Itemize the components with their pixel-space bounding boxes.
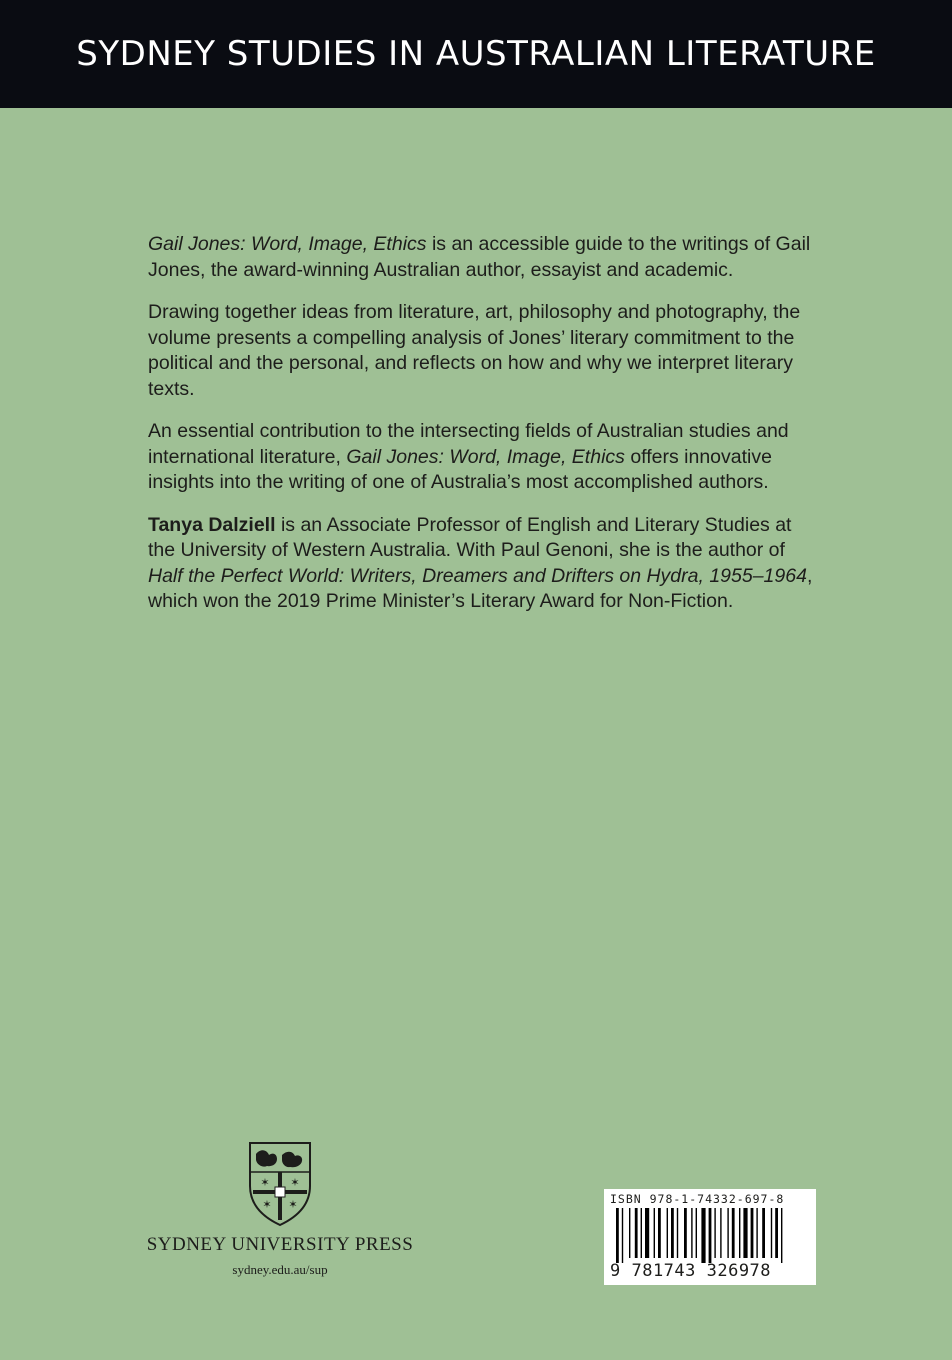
barcode-bar bbox=[641, 1208, 642, 1258]
isbn-label: ISBN 978-1-74332-697-8 bbox=[610, 1192, 785, 1206]
barcode-bar bbox=[667, 1208, 668, 1258]
barcode-bar bbox=[671, 1208, 674, 1258]
related-book-title: Half the Perfect World: Writers, Dreamers and Drifters on Hydra, 1955–1964 bbox=[148, 564, 807, 587]
barcode-bar bbox=[739, 1208, 740, 1258]
author-bio: Tanya Dalziell is an Associate Professor of English and Literary Studies at the University of Western Australia. With Paul Genoni, she is the author of Half the Perfect World: Writers, Dreamers and Drifters on Hydra, 1955–1964, which won the 2019 Prime Minister’s Literary Award for Non-Fiction. bbox=[148, 513, 813, 612]
barcode-bar bbox=[691, 1208, 692, 1258]
blurb-paragraph-1: Gail Jones: Word, Image, Ethics is an accessible guide to the writings of Gail Jones, the award-winning Australian author, essayist and academic. bbox=[148, 233, 811, 281]
barcode-bar bbox=[720, 1208, 721, 1258]
barcode-bar bbox=[696, 1208, 697, 1258]
blurb-paragraph-2: Drawing together ideas from literature, art, philosophy and photography, the volume presents a compelling analysis of Jones’ literary commitment to the political and the personal, and reflects on how and why we interpret literary texts. bbox=[148, 301, 801, 400]
barcode-bar bbox=[701, 1208, 705, 1263]
university-crest-icon bbox=[247, 1140, 313, 1228]
barcode-bar bbox=[714, 1208, 715, 1258]
barcode-bar bbox=[743, 1208, 747, 1258]
barcode-digits: 9 781743 326978 bbox=[610, 1261, 772, 1281]
barcode-bar bbox=[629, 1208, 630, 1258]
barcode-bar bbox=[654, 1208, 655, 1258]
svg-text:✶: ✶ bbox=[262, 1199, 272, 1211]
barcode-bar bbox=[684, 1208, 687, 1258]
press-name: SYDNEY UNIVERSITY PRESS bbox=[146, 1234, 414, 1255]
series-header bbox=[0, 0, 952, 108]
blurb bbox=[148, 232, 818, 632]
barcode-bar bbox=[658, 1208, 661, 1258]
barcode-bar bbox=[677, 1208, 678, 1258]
barcode-bar bbox=[771, 1208, 772, 1258]
svg-text:✶: ✶ bbox=[260, 1177, 270, 1189]
blurb-paragraph-3: An essential contribution to the intersecting fields of Australian studies and international literature, Gail Jones: Word, Image, Ethics offers innovative insights into the writing of one of Australia’s most accomplished authors. bbox=[148, 420, 789, 493]
book-title: Gail Jones: Word, Image, Ethics bbox=[148, 233, 427, 255]
author-name: Tanya Dalziell bbox=[148, 513, 276, 536]
publisher-block bbox=[140, 1140, 420, 1278]
barcode-bar bbox=[709, 1208, 712, 1263]
svg-text:✶: ✶ bbox=[290, 1177, 300, 1189]
book-title: Gail Jones: Word, Image, Ethics bbox=[346, 445, 625, 468]
barcode-bars bbox=[610, 1208, 810, 1263]
isbn-barcode bbox=[604, 1189, 816, 1285]
series-title: SYDNEY STUDIES IN AUSTRALIAN LITERATURE bbox=[76, 34, 876, 74]
barcode-bar bbox=[732, 1208, 735, 1258]
barcode-bar bbox=[616, 1208, 619, 1263]
svg-text:✶: ✶ bbox=[288, 1199, 298, 1211]
barcode-bar bbox=[751, 1208, 754, 1258]
barcode-bar bbox=[622, 1208, 623, 1263]
press-url: sydney.edu.au/sup bbox=[232, 1262, 328, 1277]
barcode-bar bbox=[775, 1208, 778, 1258]
barcode-bar bbox=[645, 1208, 649, 1258]
barcode-bar bbox=[727, 1208, 728, 1258]
barcode-bar bbox=[635, 1208, 638, 1258]
barcode-bar bbox=[781, 1208, 782, 1263]
barcode-bar bbox=[762, 1208, 765, 1258]
barcode-bar bbox=[756, 1208, 757, 1258]
